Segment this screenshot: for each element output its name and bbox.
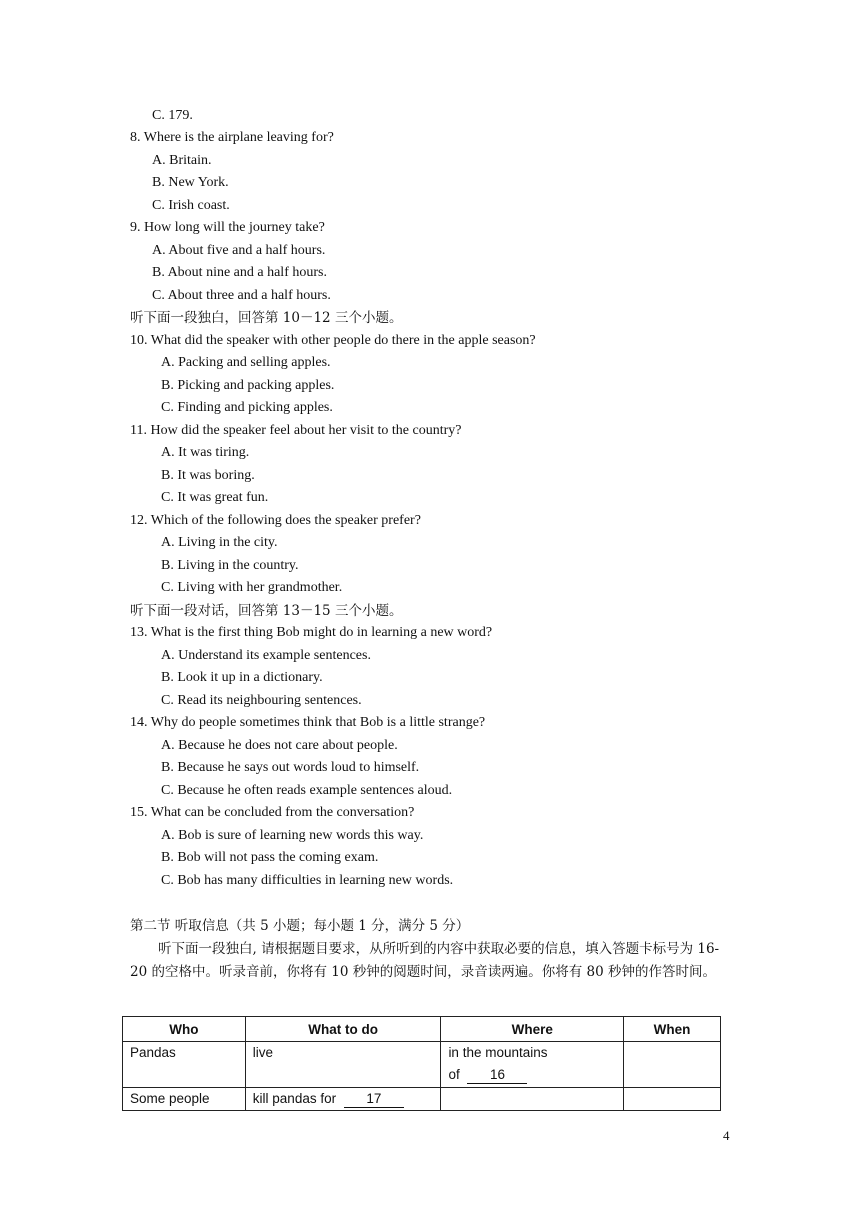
answer-blank-16[interactable]: 16 — [467, 1067, 527, 1084]
table-header-row — [123, 1017, 721, 1042]
question-text: 15. What can be concluded from the conversation? — [130, 805, 415, 820]
table-cell — [245, 1088, 441, 1111]
option-text: A. It was tiring. — [161, 445, 250, 460]
option-text: C. 179. — [152, 108, 193, 123]
option-text: B. Look it up in a dictionary. — [161, 670, 323, 685]
section-instruction: 听下面一段对话，回答第 13－15 三个小题。 — [130, 603, 403, 619]
option-text: A. Living in the city. — [161, 535, 278, 550]
table-header-cell: Who — [123, 1017, 246, 1042]
question-text: 13. What is the first thing Bob might do in learning a new word? — [130, 625, 493, 640]
option-text: B. About nine and a half hours. — [152, 265, 327, 280]
table-header-cell: Where — [441, 1017, 624, 1042]
section-instructions: 听下面一段独白, 请根据题目要求，从所听到的内容中获取必要的信息，填入答题卡标号为 16-20 的空格中。听录音前，你将有 10 秒钟的阅题时间，录音读两遍。你将有 80 秒钟的作答时间。 — [130, 941, 720, 980]
option-text: C. Finding and picking apples. — [161, 400, 333, 415]
option-text: C. Bob has many difficulties in learning new words. — [161, 873, 454, 888]
where-text: in the mountains — [448, 1045, 548, 1060]
option-text: B. It was boring. — [161, 468, 255, 483]
option-text: C. Because he often reads example sentences aloud. — [161, 783, 453, 798]
where-blank-line — [448, 1064, 616, 1086]
question-text: 11. How did the speaker feel about her visit to the country? — [130, 423, 462, 438]
table-cell: live — [245, 1042, 441, 1088]
option-text: B. Picking and packing apples. — [161, 378, 335, 393]
option-text: A. Bob is sure of learning new words this way. — [161, 828, 424, 843]
option-text: A. Packing and selling apples. — [161, 355, 331, 370]
option-text: B. New York. — [152, 175, 229, 190]
table-header-cell: When — [624, 1017, 721, 1042]
table-row — [123, 1088, 721, 1111]
section-heading: 第二节 听取信息（共 5 小题；每小题 1 分，满分 5 分） — [130, 918, 470, 934]
question-text: 10. What did the speaker with other people do there in the apple season? — [130, 333, 536, 348]
table-cell — [441, 1042, 624, 1088]
option-text: A. Understand its example sentences. — [161, 648, 371, 663]
option-text: C. Read its neighbouring sentences. — [161, 693, 362, 708]
option-text: A. Because he does not care about people. — [161, 738, 398, 753]
table-row — [123, 1042, 721, 1088]
question-text: 8. Where is the airplane leaving for? — [130, 130, 334, 145]
section-instruction: 听下面一段独白，回答第 10－12 三个小题。 — [130, 310, 403, 326]
table-cell: Pandas — [123, 1042, 246, 1088]
question-text: 9. How long will the journey take? — [130, 220, 325, 235]
answer-blank-17[interactable]: 17 — [344, 1091, 404, 1108]
option-text: B. Bob will not pass the coming exam. — [161, 850, 379, 865]
option-text: C. It was great fun. — [161, 490, 269, 505]
option-text: B. Because he says out words loud to himself. — [161, 760, 420, 775]
info-table — [122, 1016, 721, 1111]
page-number: 4 — [723, 1128, 730, 1143]
table-cell — [441, 1088, 624, 1111]
option-text: C. About three and a half hours. — [152, 288, 331, 303]
option-text: A. About five and a half hours. — [152, 243, 326, 258]
table-header-cell: What to do — [245, 1017, 441, 1042]
option-text: B. Living in the country. — [161, 558, 299, 573]
question-text: 12. Which of the following does the speaker prefer? — [130, 513, 421, 528]
where-prefix: of — [448, 1067, 460, 1082]
option-text: A. Britain. — [152, 153, 212, 168]
table-cell: Some people — [123, 1088, 246, 1111]
question-text: 14. Why do people sometimes think that Bob is a little strange? — [130, 715, 486, 730]
table-cell — [624, 1088, 721, 1111]
what-prefix: kill pandas for — [252, 1091, 337, 1106]
table-cell — [624, 1042, 721, 1088]
option-text: C. Living with her grandmother. — [161, 580, 343, 595]
option-text: C. Irish coast. — [152, 198, 230, 213]
